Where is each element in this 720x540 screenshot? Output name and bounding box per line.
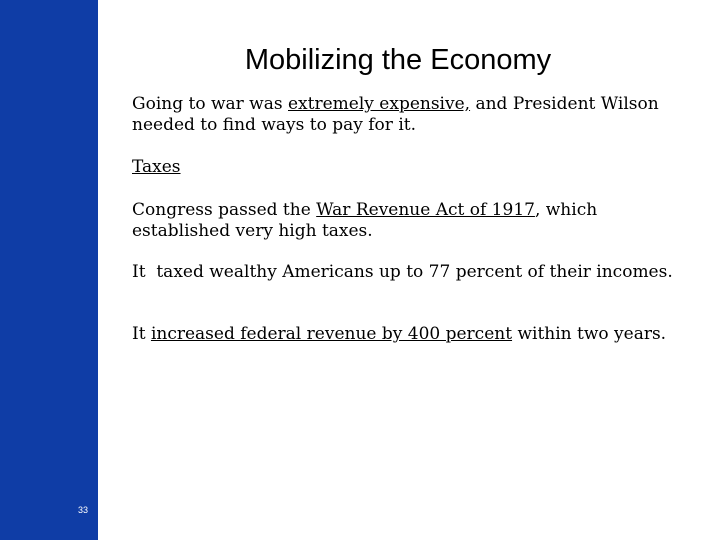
- federal-revenue-text-end: within two years.: [512, 324, 667, 344]
- slide-title: Mobilizing the Economy: [244, 44, 552, 76]
- federal-revenue-text-start: It: [132, 324, 151, 344]
- intro-text-end: and President Wilson needed to find ways to pay for it.: [132, 94, 659, 135]
- revenue-act-text-start: Congress passed the: [132, 200, 317, 220]
- revenue-act-underlined-text: War Revenue Act of 1917: [316, 200, 535, 220]
- slide-number: 33: [78, 505, 89, 515]
- intro-underlined-text: extremely expensive,: [288, 94, 471, 114]
- intro-paragraph: [132, 94, 692, 136]
- revenue-act-paragraph: [132, 200, 692, 242]
- intro-text-start: Going to war was: [132, 94, 288, 114]
- federal-revenue-underlined-text: increased federal revenue by 400 percent: [150, 324, 513, 344]
- revenue-act-text-end: , which established very high taxes.: [132, 200, 598, 241]
- taxes-heading-text: Taxes: [132, 157, 181, 177]
- wealthy-tax-paragraph: It taxed wealthy Americans up to 77 percent of their incomes.: [132, 262, 673, 282]
- sidebar-band: [0, 0, 98, 540]
- taxes-heading: [132, 157, 692, 178]
- federal-revenue-paragraph: [132, 324, 692, 345]
